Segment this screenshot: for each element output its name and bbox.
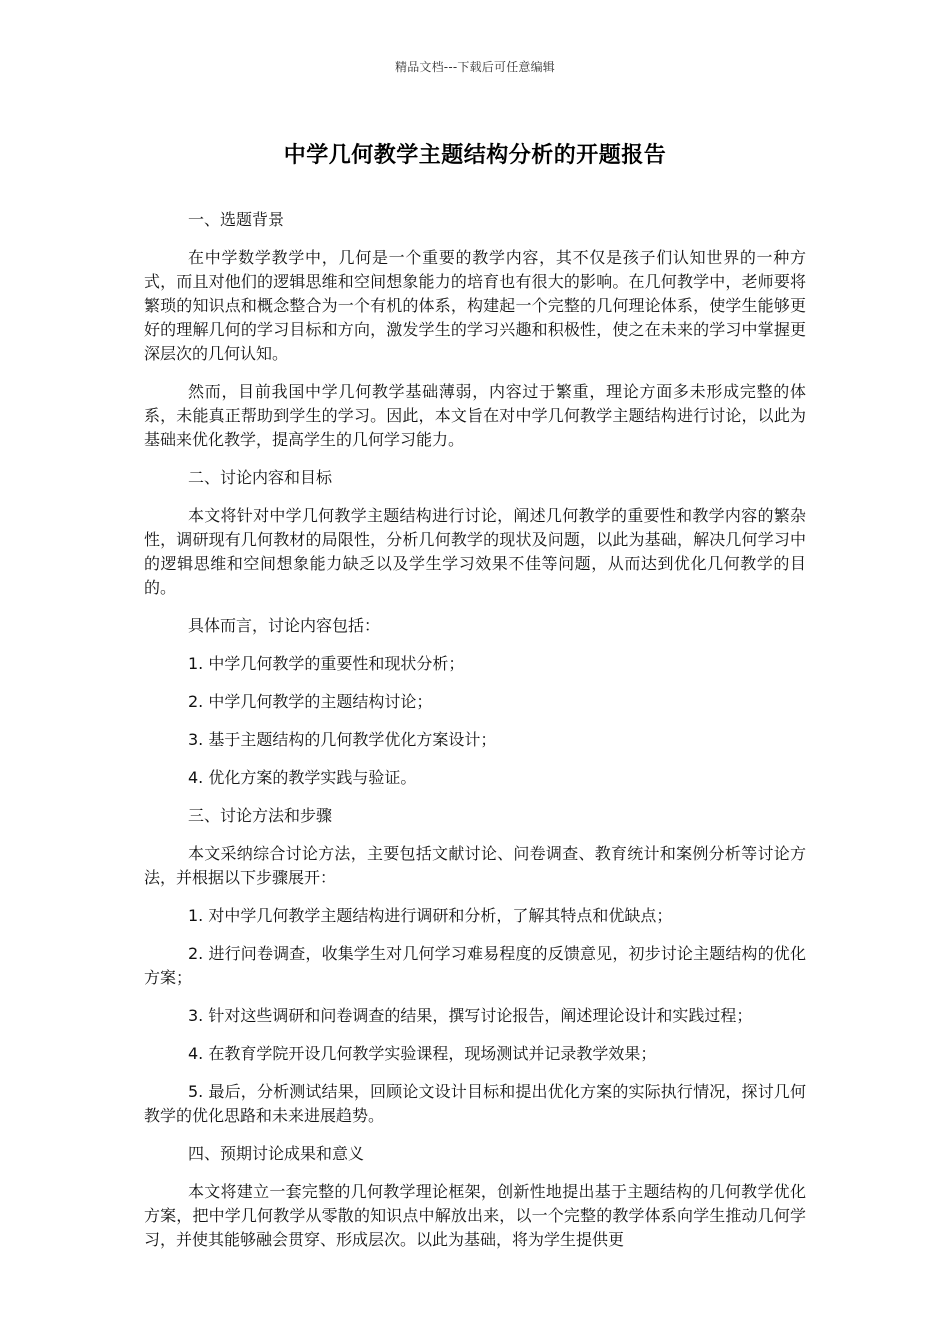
section-heading-outcomes: 四、预期讨论成果和意义 [188,1144,365,1163]
paragraph-background-2: 然而，目前我国中学几何教学基础薄弱，内容过于繁重，理论方面多未形成完整的体系，未能真正帮助到学生的学习。因此，本文旨在对中学几何教学主题结构进行讨论，以此为基础来优化教学，提高学生的几何学习能力。 [144,382,806,449]
list-item: 1. 中学几何教学的重要性和现状分析； [188,654,465,673]
list-item: 2. 进行问卷调查，收集学生对几何学习难易程度的反馈意见，初步讨论主题结构的优化方案； [144,944,806,987]
section-heading-content-goals: 二、讨论内容和目标 [188,468,333,487]
list-item: 4. 优化方案的教学实践与验证。 [188,768,417,787]
list-item: 1. 对中学几何教学主题结构进行调研和分析，了解其特点和优缺点； [188,906,673,925]
list-item: 4. 在教育学院开设几何教学实验课程，现场测试并记录教学效果； [188,1044,657,1063]
document-body [144,208,806,1266]
paragraph-outcomes: 本文将建立一套完整的几何教学理论框架，创新性地提出基于主题结构的几何教学优化方案，把中学几何教学从零散的知识点中解放出来，以一个完整的教学体系向学生推动几何学习，并使其能够融会贯穿、形成层次。以此为基础，将为学生提供更 [144,1182,806,1249]
list-item: 3. 针对这些调研和问卷调查的结果，撰写讨论报告，阐述理论设计和实践过程； [188,1006,753,1025]
section-heading-background: 一、选题背景 [188,210,285,229]
list-item: 2. 中学几何教学的主题结构讨论； [188,692,433,711]
paragraph-methods: 本文采纳综合讨论方法，主要包括文献讨论、问卷调查、教育统计和案例分析等讨论方法，并根据以下步骤展开： [144,844,806,887]
paragraph-content-goals: 本文将针对中学几何教学主题结构进行讨论，阐述几何教学的重要性和教学内容的繁杂性，调研现有几何教材的局限性，分析几何教学的现状及问题，以此为基础，解决几何学习中的逻辑思维和空间想象能力缺乏以及学生学习效果不佳等问题，从而达到优化几何教学的目的。 [144,506,806,597]
list-item: 5. 最后，分析测试结果，回顾论文设计目标和提出优化方案的实际执行情况，探讨几何教学的优化思路和未来进展趋势。 [144,1082,806,1125]
document-title: 中学几何教学主题结构分析的开题报告 [283,143,667,168]
section-heading-methods: 三、讨论方法和步骤 [188,806,333,825]
paragraph-content-intro: 具体而言，讨论内容包括： [188,616,381,635]
page-header: 精品文档---下载后可任意编辑 [395,60,555,74]
paragraph-background-1: 在中学数学教学中，几何是一个重要的教学内容，其不仅是孩子们认知世界的一种方式，而且对他们的逻辑思维和空间想象能力的培育也有很大的影响。在几何教学中，老师要将繁琐的知识点和概念整合为一个有机的体系，构建起一个完整的几何理论体系，使学生能够更好的理解几何的学习目标和方向，激发学生的学习兴趣和积极性，使之在未来的学习中掌握更深层次的几何认知。 [144,248,806,363]
list-item: 3. 基于主题结构的几何教学优化方案设计； [188,730,497,749]
